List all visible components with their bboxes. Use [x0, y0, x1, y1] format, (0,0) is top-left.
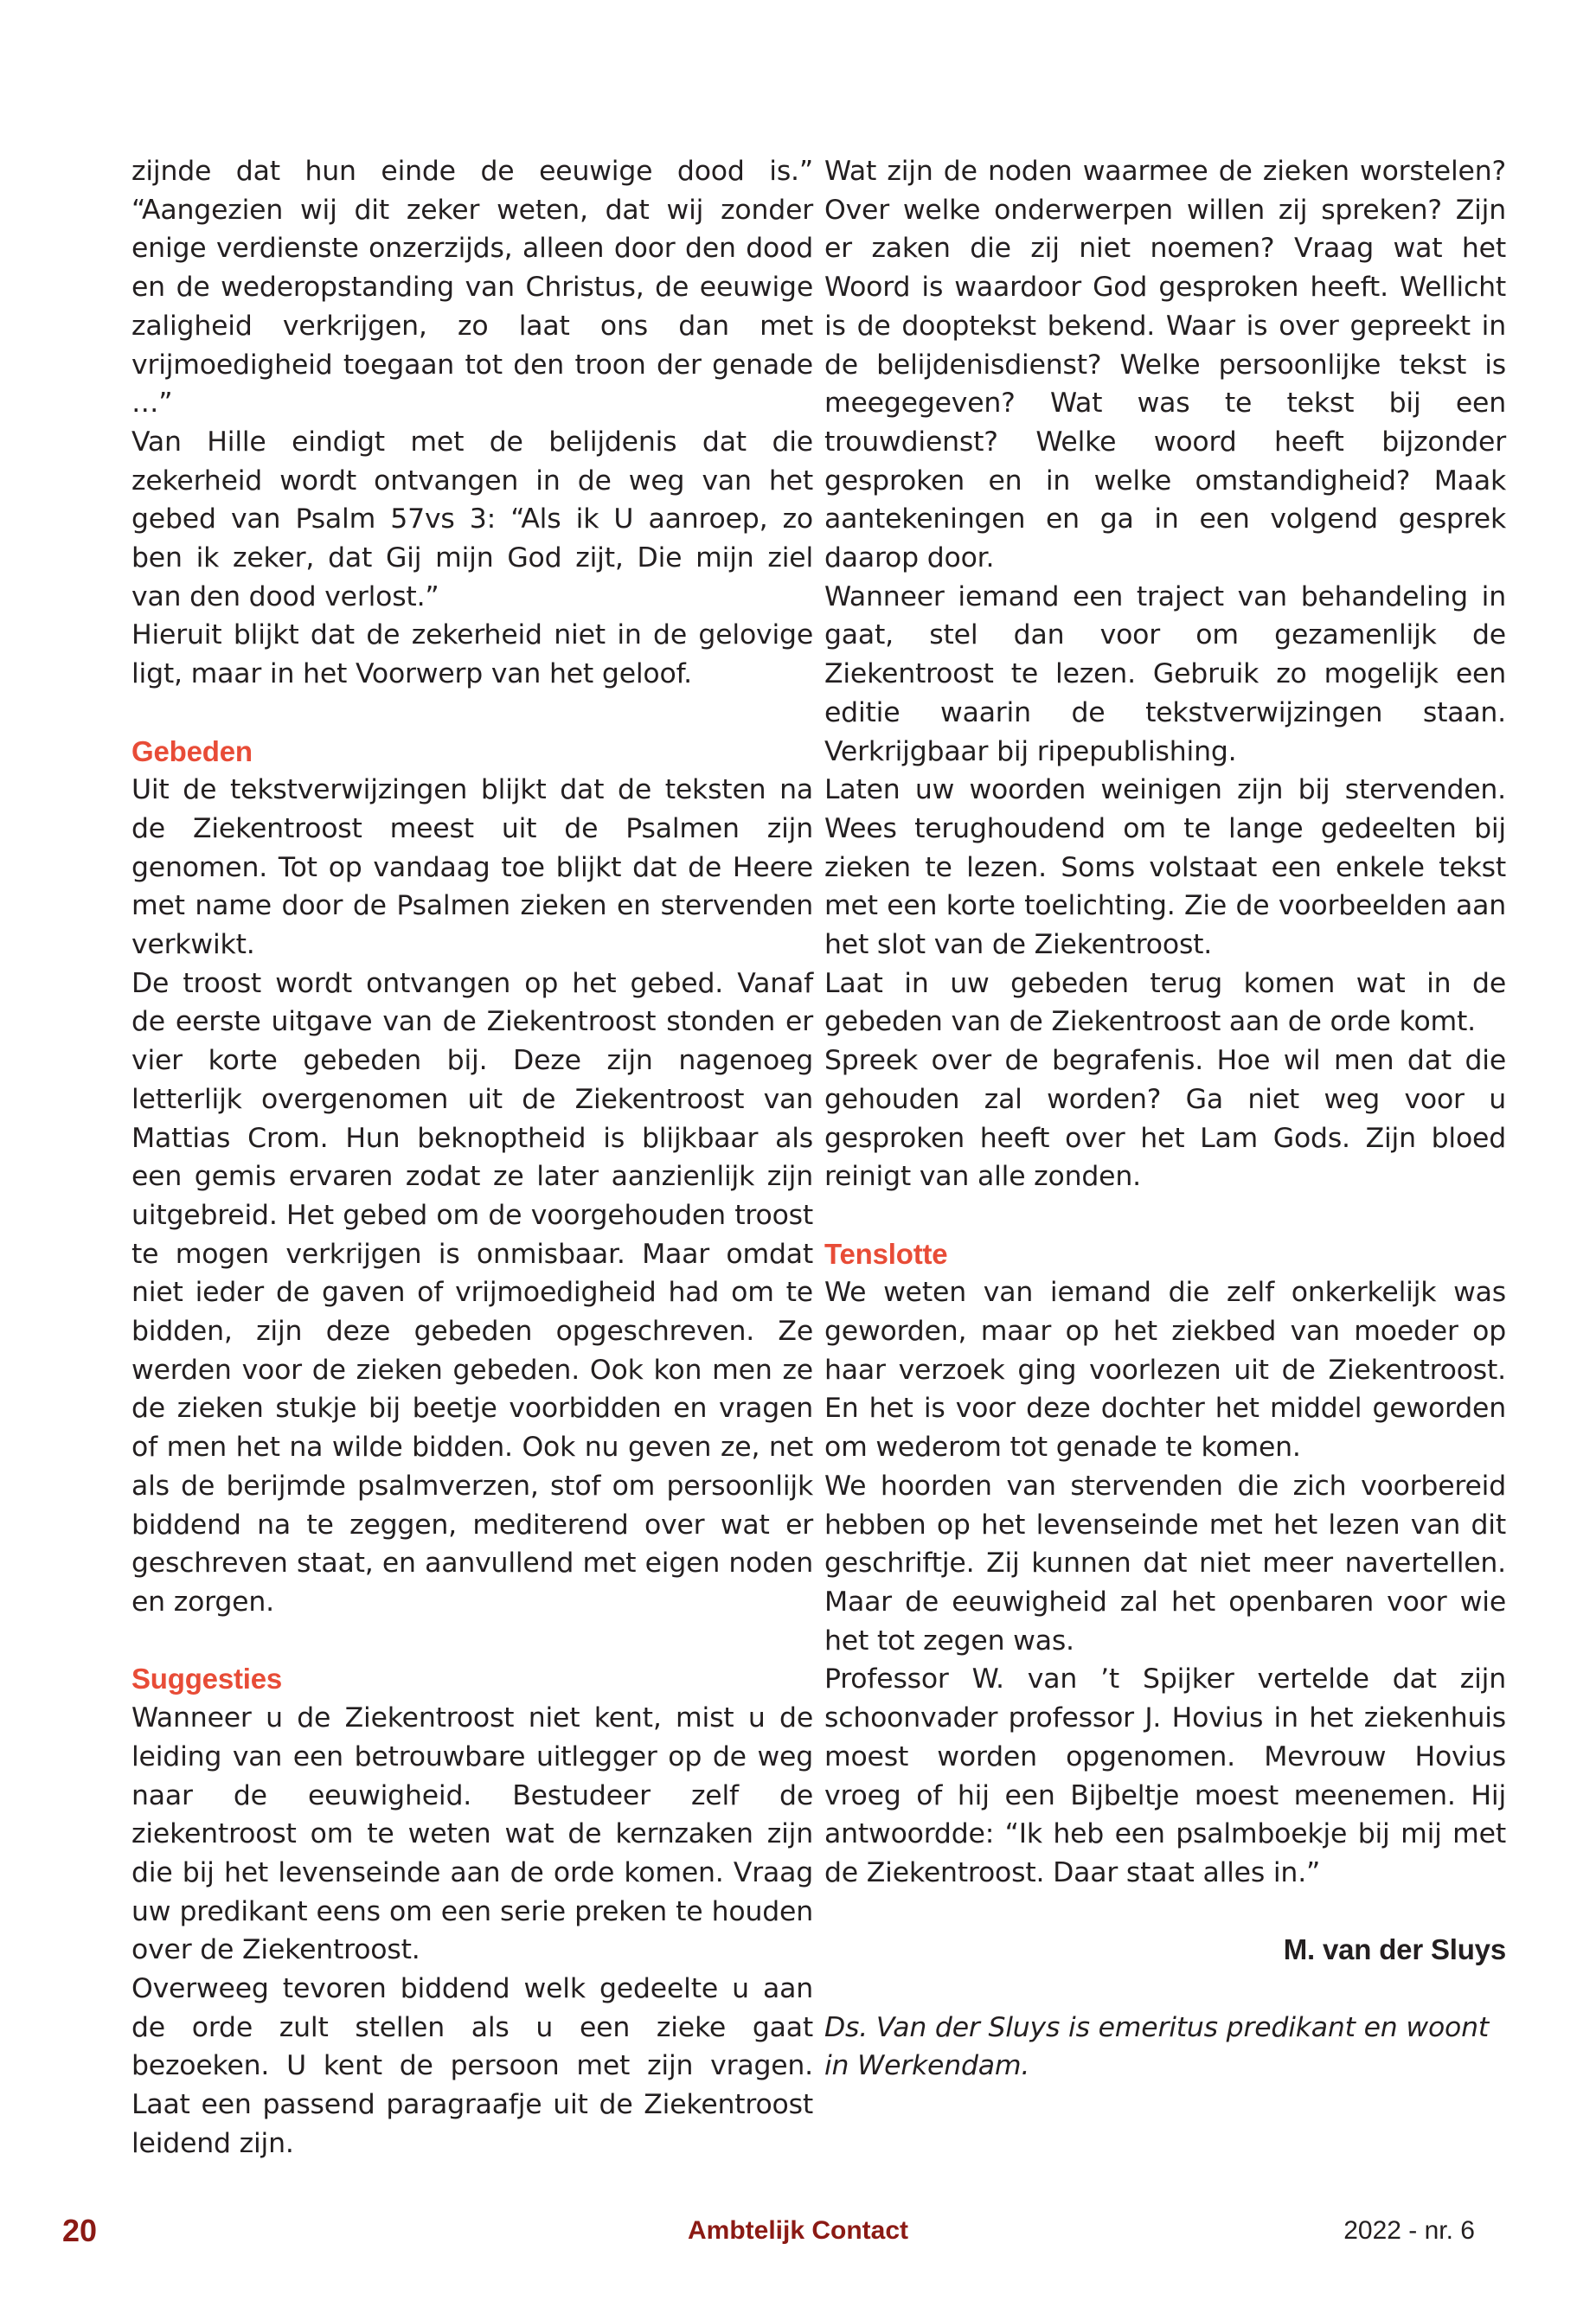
page-number: 20 — [62, 2213, 98, 2248]
magazine-title: Ambtelijk Contact — [687, 2216, 909, 2245]
section-heading-suggesties: Suggesties — [131, 1663, 283, 1695]
body-paragraph: zijnde dat hun einde de eeuwige dood is.” “Aangezien wij dit zeker weten, dat wij zonder enige verdienste onzerzijds, alleen door den dood en de wederopstanding van Christus, de eeuwige zaligheid verkrijgen, zo laat ons dan met vrijmoedigheid toegaan tot den troon der genade …” — [131, 156, 813, 420]
body-paragraph: Laten uw woorden weinigen zijn bij stervenden. Wees terughoudend om te lange gedeelten bij zieken te lezen. Soms volstaat een enkele tekst met een korte toelichting. Zie de voorbeelden aan het slot van de Ziekentroost. — [824, 774, 1506, 961]
issue-label: 2022 - nr. 6 — [1343, 2216, 1475, 2245]
body-paragraph: Overweeg tevoren biddend welk gedeelte u aan de orde zult stellen als u een zieke gaat bezoeken. U kent de persoon met zijn vragen. Laat een passend paragraafje uit de Ziekentroost leidend zijn. — [131, 1973, 813, 2159]
section-spacer — [131, 1622, 813, 1661]
body-paragraph: We hoorden van stervenden die zich voorbereid hebben op het levenseinde met het lezen van dit geschriftje. Zij kunnen dat niet meer navertellen. Maar de eeuwigheid zal het openbaren voor wie het tot zegen was. — [824, 1470, 1506, 1657]
body-paragraph: We weten van iemand die zelf onkerkelijk was geworden, maar op het ziekbed van moeder op haar verzoek ging voorlezen uit de Ziekentroost. En het is voor deze dochter het middel geworden om wederom tot genade te komen. — [824, 1277, 1506, 1464]
body-paragraph: Wat zijn de noden waarmee de zieken worstelen? Over welke onderwerpen willen zij spreken? Zijn er zaken die zij niet noemen? Vraag wat het Woord is waardoor God gesproken heeft. Wellicht is de dooptekst bekend. Waar is over gepreekt in de belijdenisdienst? Welke persoonlijke tekst is meegegeven? Wat was te tekst bij een trouwdienst? Welke woord heeft bijzonder gesproken en in welke omstandigheid? Maak aantekeningen en ga in een volgend gesprek daarop door. — [824, 156, 1506, 574]
body-paragraph: Uit de tekstverwijzingen blijkt dat de teksten na de Ziekentroost meest uit de Psalmen zijn genomen. Tot op vandaag toe blijkt dat de Heere met name door de Psalmen zieken en stervenden verkwikt. — [131, 774, 813, 961]
section-spacer — [824, 1196, 1506, 1235]
body-paragraph: Laat in uw gebeden terug komen wat in de gebeden van de Ziekentroost aan de orde komt. — [824, 967, 1506, 1038]
left-column — [131, 152, 813, 2163]
body-paragraph: Spreek over de begrafenis. Hoe wil men dat die gehouden zal worden? Ga niet weg voor u gesproken heeft over het Lam Gods. Zijn bloed reinigt van alle zonden. — [824, 1045, 1506, 1193]
body-paragraph: Van Hille eindigt met de belijdenis dat die zekerheid wordt ontvangen in de weg van het gebed van Psalm 57vs 3: “Als ik U aanroep, zo ben ik zeker, dat Gij mijn God zijt, Die mijn ziel van den dood verlost.” — [131, 426, 813, 612]
body-paragraph: De troost wordt ontvangen op het gebed. Vanaf de eerste uitgave van de Ziekentroost stonden er vier korte gebeden bij. Deze zijn nagenoeg letterlijk overgenomen uit de Ziekentroost van Mattias Crom. Hun beknoptheid is blijkbaar als een gemis ervaren zodat ze later aanzienlijk zijn uitgebreid. Het gebed om de voorgehouden troost te mogen verkrijgen is onmisbaar. Maar omdat niet ieder de gaven of vrijmoedigheid had om te bidden, zijn deze gebeden opgeschreven. Ze werden voor de zieken gebeden. Ook kon men ze de zieken stukje bij beetje voorbidden en vragen of men het na wilde bidden. Ook nu geven ze, net als de berijmde psalmverzen, stof om persoonlijk biddend na te zeggen, mediterend over wat er geschreven staat, en aanvullend met eigen noden en zorgen. — [131, 967, 813, 1618]
section-heading-tenslotte: Tenslotte — [824, 1237, 948, 1270]
section-heading-gebeden: Gebeden — [131, 734, 253, 767]
author-signature: M. van der Sluys — [1283, 1933, 1506, 1966]
page-footer — [0, 2213, 1596, 2251]
body-paragraph: Professor W. van ’t Spijker vertelde dat zijn schoonvader professor J. Hovius in het ziekenhuis moest worden opgenomen. Mevrouw Hovius vroeg of hij een Bijbeltje moest meenemen. Hij antwoordde: “Ik heb een psalmboekje bij mij met de Ziekentroost. Daar staat alles in.” — [824, 1663, 1506, 1888]
body-paragraph: Hieruit blijkt dat de zekerheid niet in de gelovige ligt, maar in het Voorwerp van het geloof. — [131, 619, 813, 690]
body-paragraph: Wanneer u de Ziekentroost niet kent, mist u de leiding van een betrouwbare uitlegger op de weg naar de eeuwigheid. Bestudeer zelf de ziekentroost om te weten wat de kernzaken zijn die bij het levenseinde aan de orde komen. Vraag uw predikant eens om een serie preken te houden over de Ziekentroost. — [131, 1702, 813, 1966]
section-spacer — [824, 1970, 1506, 2009]
section-spacer — [131, 694, 813, 733]
author-note: Ds. Van der Sluys is emeritus predikant en woont in Werkendam. — [824, 2011, 1490, 2082]
right-column — [824, 152, 1506, 2086]
section-spacer — [824, 1893, 1506, 1932]
body-paragraph: Wanneer iemand een traject van behandeling in gaat, stel dan voor om gezamenlijk de Ziekentroost te lezen. Gebruik zo mogelijk een editie waarin de tekstverwijzingen staan. Verkrijgbaar bij ripepublishing. — [824, 580, 1506, 767]
